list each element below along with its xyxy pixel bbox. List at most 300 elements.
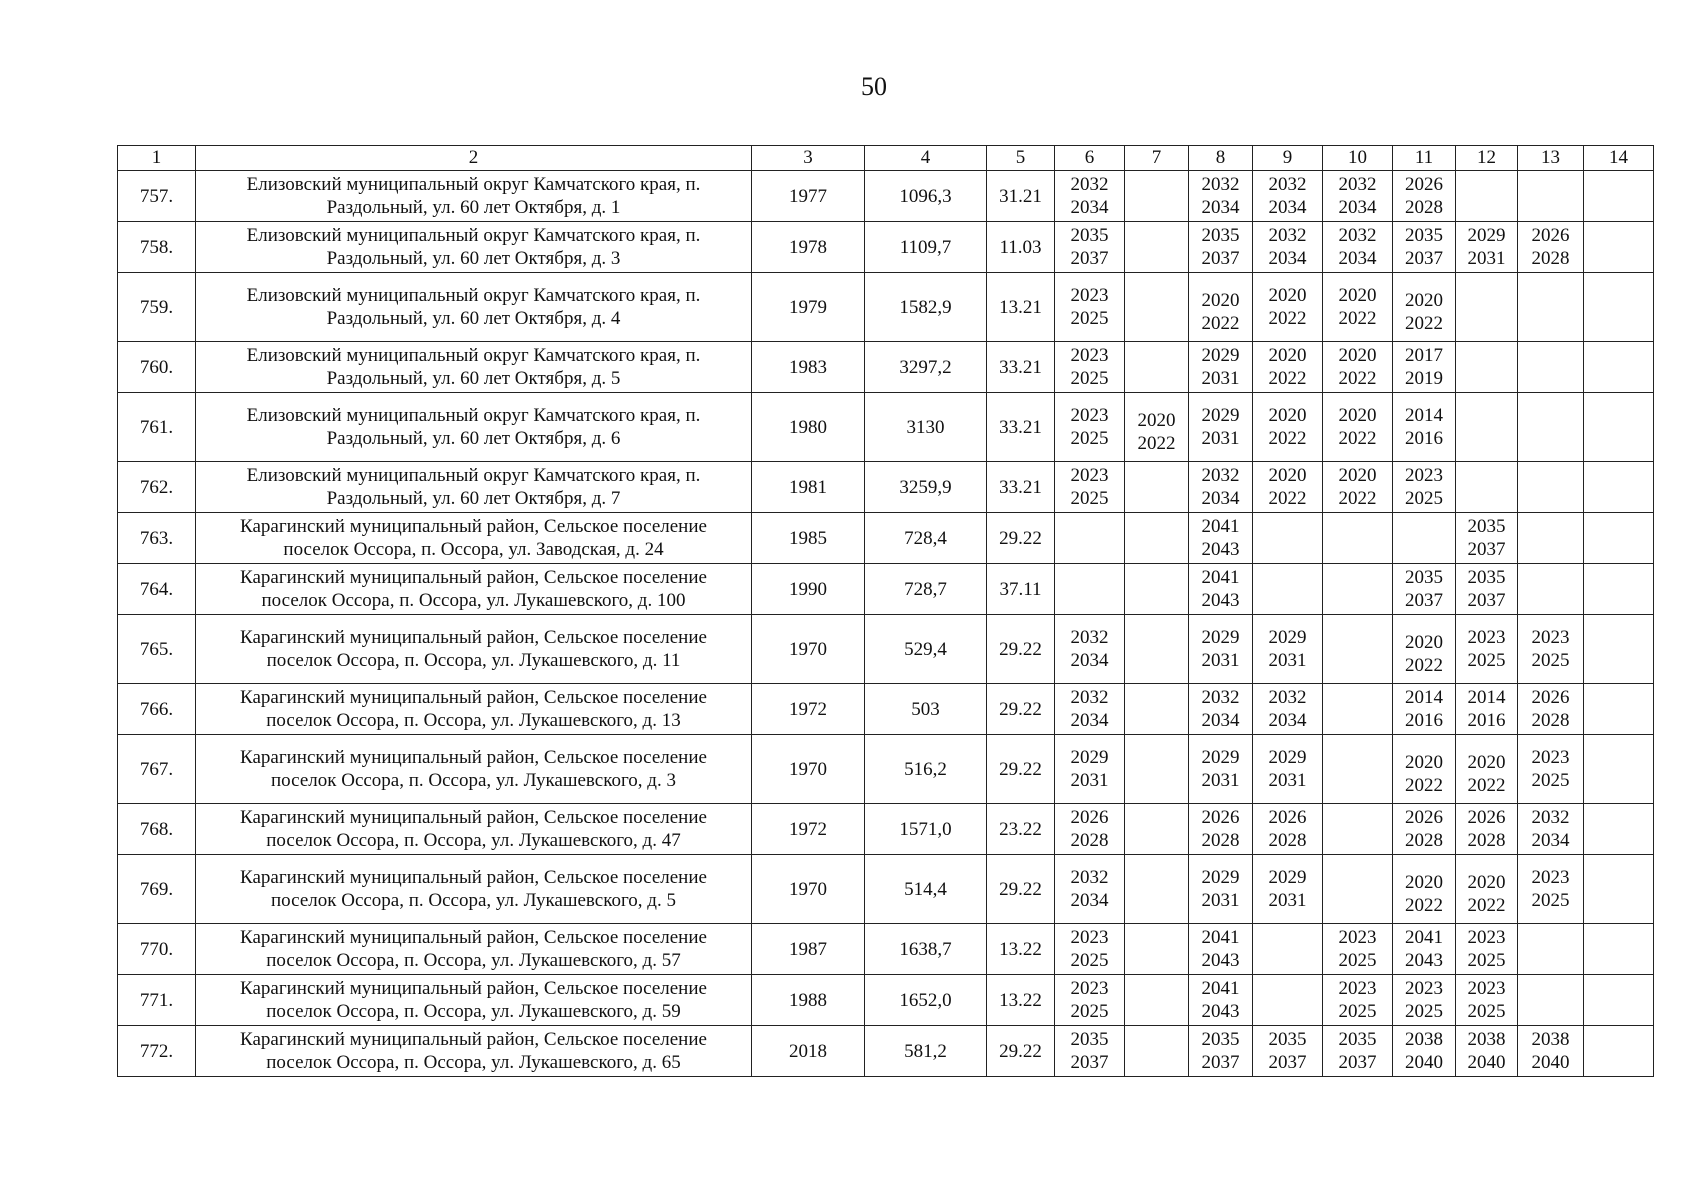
period-cell-col-11	[1393, 273, 1456, 342]
period-end: 2022	[1268, 488, 1307, 509]
period-end: 2025	[1405, 1001, 1443, 1022]
period-end: 2031	[1201, 368, 1240, 389]
period-start: 2026	[1268, 807, 1307, 828]
period-cell-col-14	[1584, 222, 1654, 273]
row-number: 763.	[118, 513, 196, 564]
period-cell-col-7	[1125, 513, 1189, 564]
period-start: 2035	[1467, 516, 1506, 537]
period-cell-col-12	[1456, 564, 1518, 615]
period-end: 2028	[1405, 830, 1443, 851]
period-cell-col-14	[1584, 975, 1654, 1026]
period-cell-col-6	[1055, 342, 1125, 393]
period-cell-col-13	[1518, 924, 1584, 975]
period-start: 2038	[1531, 1029, 1570, 1050]
period-end: 2028	[1531, 710, 1570, 731]
period-end: 2034	[1268, 248, 1307, 269]
period-end: 2040	[1467, 1052, 1506, 1073]
period-cell-col-11	[1393, 615, 1456, 684]
period-cell-col-10	[1323, 975, 1393, 1026]
period-cell-col-11	[1393, 975, 1456, 1026]
code-value: 29.22	[987, 735, 1055, 804]
column-header-9: 9	[1253, 146, 1323, 171]
table-row	[118, 462, 1654, 513]
period-cell-col-13	[1518, 804, 1584, 855]
period-cell-col-11	[1393, 924, 1456, 975]
period-cell-col-10	[1323, 855, 1393, 924]
area-value: 1652,0	[865, 975, 987, 1026]
code-value: 29.22	[987, 513, 1055, 564]
period-cell-col-9	[1253, 975, 1323, 1026]
period-end: 2031	[1268, 650, 1307, 671]
period-cell-col-12	[1456, 462, 1518, 513]
table-body	[118, 171, 1654, 1077]
code-value: 37.11	[987, 564, 1055, 615]
period-cell-col-10	[1323, 615, 1393, 684]
period-start: 2026	[1531, 687, 1570, 708]
build-year: 1979	[752, 273, 865, 342]
period-cell-col-12	[1456, 804, 1518, 855]
period-cell-col-14	[1584, 924, 1654, 975]
period-cell-col-6	[1055, 924, 1125, 975]
period-cell-col-6	[1055, 615, 1125, 684]
period-cell-col-10	[1323, 735, 1393, 804]
period-cell-col-14	[1584, 684, 1654, 735]
period-end: 2037	[1070, 1052, 1109, 1073]
address-line: Раздольный, ул. 60 лет Октября, д. 6	[326, 428, 621, 449]
period-start: 2041	[1405, 927, 1443, 948]
period-start: 2020	[1467, 872, 1506, 893]
address-cell	[196, 273, 752, 342]
table-row	[118, 735, 1654, 804]
period-cell-col-13	[1518, 684, 1584, 735]
area-value: 581,2	[865, 1026, 987, 1077]
period-start: 2032	[1201, 687, 1240, 708]
row-number: 765.	[118, 615, 196, 684]
area-value: 1096,3	[865, 171, 987, 222]
address-line: поселок Оссора, п. Оссора, ул. Лукашевского, д. 65	[266, 1052, 681, 1073]
period-end: 2034	[1338, 248, 1377, 269]
row-number: 764.	[118, 564, 196, 615]
address-line: поселок Оссора, п. Оссора, ул. Заводская, д. 24	[283, 539, 664, 560]
period-cell-col-12	[1456, 615, 1518, 684]
column-header-10: 10	[1323, 146, 1393, 171]
period-cell-col-11	[1393, 855, 1456, 924]
period-end: 2025	[1070, 488, 1109, 509]
address-cell	[196, 462, 752, 513]
column-header-7: 7	[1125, 146, 1189, 171]
period-start: 2035	[1405, 567, 1443, 588]
period-start: 2023	[1467, 978, 1506, 999]
code-value: 33.21	[987, 393, 1055, 462]
period-cell-col-11	[1393, 684, 1456, 735]
period-cell-col-11	[1393, 804, 1456, 855]
period-end: 2037	[1201, 1052, 1240, 1073]
period-cell-col-6	[1055, 1026, 1125, 1077]
build-year: 1985	[752, 513, 865, 564]
period-start: 2020	[1405, 752, 1443, 773]
period-end: 2031	[1201, 770, 1240, 791]
period-cell-col-13	[1518, 564, 1584, 615]
period-start: 2020	[1338, 285, 1377, 306]
period-end: 2022	[1405, 313, 1443, 334]
period-end: 2016	[1405, 710, 1443, 731]
period-start: 2023	[1467, 627, 1506, 648]
period-cell-col-8	[1189, 273, 1253, 342]
period-cell-col-11	[1393, 564, 1456, 615]
row-number: 767.	[118, 735, 196, 804]
period-start: 2032	[1268, 225, 1307, 246]
address-line: Раздольный, ул. 60 лет Октября, д. 4	[326, 308, 621, 329]
period-cell-col-8	[1189, 924, 1253, 975]
period-cell-col-10	[1323, 513, 1393, 564]
period-start: 2020	[1137, 410, 1176, 431]
address-cell	[196, 804, 752, 855]
period-cell-col-7	[1125, 684, 1189, 735]
period-end: 2037	[1467, 590, 1506, 611]
period-cell-col-13	[1518, 735, 1584, 804]
address-cell	[196, 975, 752, 1026]
period-end: 2022	[1467, 775, 1506, 796]
period-end: 2028	[1070, 830, 1109, 851]
build-year: 2018	[752, 1026, 865, 1077]
period-cell-col-11	[1393, 393, 1456, 462]
period-cell-col-6	[1055, 222, 1125, 273]
period-start: 2029	[1201, 345, 1240, 366]
period-start: 2020	[1405, 290, 1443, 311]
row-number: 758.	[118, 222, 196, 273]
address-line: Елизовский муниципальный округ Камчатского края, п.	[246, 285, 701, 306]
address-line: Карагинский муниципальный район, Сельское поселение	[240, 927, 707, 948]
period-cell-col-14	[1584, 342, 1654, 393]
period-start: 2026	[1405, 807, 1443, 828]
period-cell-col-9	[1253, 222, 1323, 273]
period-start: 2026	[1201, 807, 1240, 828]
period-cell-col-12	[1456, 684, 1518, 735]
code-value: 29.22	[987, 855, 1055, 924]
address-cell	[196, 615, 752, 684]
column-header-4: 4	[865, 146, 987, 171]
period-cell-col-12	[1456, 222, 1518, 273]
area-value: 3259,9	[865, 462, 987, 513]
row-number: 769.	[118, 855, 196, 924]
period-cell-col-10	[1323, 462, 1393, 513]
address-line: Елизовский муниципальный округ Камчатского края, п.	[246, 465, 701, 486]
period-cell-col-14	[1584, 513, 1654, 564]
address-line: Елизовский муниципальный округ Камчатского края, п.	[246, 174, 701, 195]
period-end: 2025	[1070, 1001, 1109, 1022]
period-cell-col-8	[1189, 564, 1253, 615]
code-value: 13.22	[987, 924, 1055, 975]
period-end: 2031	[1268, 770, 1307, 791]
period-cell-col-12	[1456, 735, 1518, 804]
address-cell	[196, 342, 752, 393]
period-start: 2029	[1467, 225, 1506, 246]
period-end: 2037	[1070, 248, 1109, 269]
period-start: 2014	[1467, 687, 1506, 708]
period-cell-col-8	[1189, 615, 1253, 684]
address-cell	[196, 171, 752, 222]
period-cell-col-14	[1584, 564, 1654, 615]
period-start: 2035	[1405, 225, 1443, 246]
period-start: 2032	[1338, 225, 1377, 246]
area-value: 503	[865, 684, 987, 735]
period-cell-col-7	[1125, 273, 1189, 342]
period-start: 2023	[1531, 627, 1570, 648]
address-line: поселок Оссора, п. Оссора, ул. Лукашевского, д. 59	[266, 1001, 681, 1022]
period-start: 2029	[1201, 405, 1240, 426]
code-value: 13.22	[987, 975, 1055, 1026]
build-year: 1987	[752, 924, 865, 975]
period-cell-col-14	[1584, 855, 1654, 924]
period-cell-col-6	[1055, 855, 1125, 924]
period-end: 2037	[1467, 539, 1506, 560]
period-cell-col-11	[1393, 513, 1456, 564]
period-end: 2022	[1405, 775, 1443, 796]
row-number: 768.	[118, 804, 196, 855]
period-start: 2032	[1070, 687, 1109, 708]
period-end: 2028	[1467, 830, 1506, 851]
period-cell-col-8	[1189, 735, 1253, 804]
build-year: 1970	[752, 855, 865, 924]
period-cell-col-12	[1456, 273, 1518, 342]
table-row	[118, 513, 1654, 564]
period-cell-col-10	[1323, 273, 1393, 342]
period-end: 2043	[1201, 1001, 1240, 1022]
table-row	[118, 393, 1654, 462]
period-start: 2020	[1405, 632, 1443, 653]
column-header-14: 14	[1584, 146, 1654, 171]
address-cell	[196, 564, 752, 615]
period-cell-col-8	[1189, 513, 1253, 564]
area-value: 728,4	[865, 513, 987, 564]
period-cell-col-13	[1518, 171, 1584, 222]
period-start: 2032	[1070, 174, 1109, 195]
column-header-3: 3	[752, 146, 865, 171]
table-row	[118, 171, 1654, 222]
period-end: 2025	[1467, 950, 1506, 971]
period-end: 2028	[1531, 248, 1570, 269]
period-end: 2043	[1201, 590, 1240, 611]
period-cell-col-8	[1189, 855, 1253, 924]
period-end: 2028	[1405, 197, 1443, 218]
period-end: 2043	[1405, 950, 1443, 971]
table-row	[118, 342, 1654, 393]
period-cell-col-7	[1125, 393, 1189, 462]
address-line: Раздольный, ул. 60 лет Октября, д. 1	[326, 197, 621, 218]
period-cell-col-9	[1253, 924, 1323, 975]
area-value: 1582,9	[865, 273, 987, 342]
period-start: 2038	[1405, 1029, 1443, 1050]
period-end: 2028	[1201, 830, 1240, 851]
build-year: 1990	[752, 564, 865, 615]
period-cell-col-12	[1456, 342, 1518, 393]
table-row	[118, 615, 1654, 684]
build-year: 1981	[752, 462, 865, 513]
period-end: 2031	[1201, 890, 1240, 911]
period-start: 2029	[1268, 747, 1307, 768]
period-cell-col-13	[1518, 273, 1584, 342]
period-cell-col-8	[1189, 342, 1253, 393]
period-start: 2035	[1070, 225, 1109, 246]
address-cell	[196, 222, 752, 273]
address-cell	[196, 924, 752, 975]
code-value: 33.21	[987, 342, 1055, 393]
period-cell-col-7	[1125, 462, 1189, 513]
table-row	[118, 1026, 1654, 1077]
period-cell-col-7	[1125, 342, 1189, 393]
code-value: 13.21	[987, 273, 1055, 342]
build-year: 1972	[752, 684, 865, 735]
area-value: 1109,7	[865, 222, 987, 273]
period-cell-col-9	[1253, 393, 1323, 462]
period-cell-col-11	[1393, 171, 1456, 222]
period-cell-col-9	[1253, 342, 1323, 393]
period-end: 2022	[1338, 368, 1377, 389]
period-cell-col-9	[1253, 804, 1323, 855]
period-start: 2020	[1467, 752, 1506, 773]
period-end: 2034	[1268, 197, 1307, 218]
period-start: 2032	[1201, 465, 1240, 486]
period-cell-col-9	[1253, 1026, 1323, 1077]
address-line: Елизовский муниципальный округ Камчатского края, п.	[246, 225, 701, 246]
address-line: Елизовский муниципальный округ Камчатского края, п.	[246, 405, 701, 426]
period-end: 2040	[1405, 1052, 1443, 1073]
period-end: 2037	[1201, 248, 1240, 269]
area-value: 1638,7	[865, 924, 987, 975]
period-end: 2025	[1070, 950, 1109, 971]
period-start: 2035	[1070, 1029, 1109, 1050]
period-end: 2025	[1531, 890, 1570, 911]
period-end: 2025	[1405, 488, 1443, 509]
period-cell-col-8	[1189, 975, 1253, 1026]
table-row	[118, 855, 1654, 924]
period-cell-col-14	[1584, 1026, 1654, 1077]
period-cell-col-9	[1253, 273, 1323, 342]
period-cell-col-7	[1125, 615, 1189, 684]
period-end: 2034	[1201, 197, 1240, 218]
column-header-11: 11	[1393, 146, 1456, 171]
period-start: 2029	[1201, 627, 1240, 648]
period-start: 2026	[1405, 174, 1443, 195]
period-cell-col-10	[1323, 684, 1393, 735]
code-value: 29.22	[987, 684, 1055, 735]
address-line: Карагинский муниципальный район, Сельское поселение	[240, 627, 707, 648]
column-header-1: 1	[118, 146, 196, 171]
table-row	[118, 975, 1654, 1026]
period-cell-col-14	[1584, 462, 1654, 513]
address-line: Раздольный, ул. 60 лет Октября, д. 7	[326, 488, 621, 509]
column-header-6: 6	[1055, 146, 1125, 171]
period-end: 2016	[1405, 428, 1443, 449]
period-cell-col-11	[1393, 462, 1456, 513]
period-start: 2032	[1070, 867, 1109, 888]
period-start: 2035	[1201, 225, 1240, 246]
code-value: 33.21	[987, 462, 1055, 513]
period-start: 2041	[1201, 927, 1240, 948]
address-line: Карагинский муниципальный район, Сельское поселение	[240, 567, 707, 588]
period-end: 2022	[1201, 313, 1240, 334]
period-start: 2035	[1338, 1029, 1377, 1050]
period-end: 2025	[1070, 428, 1109, 449]
column-header-12: 12	[1456, 146, 1518, 171]
period-cell-col-8	[1189, 393, 1253, 462]
period-end: 2022	[1405, 895, 1443, 916]
period-cell-col-13	[1518, 975, 1584, 1026]
period-cell-col-6	[1055, 804, 1125, 855]
period-start: 2023	[1070, 345, 1109, 366]
period-end: 2025	[1338, 1001, 1377, 1022]
area-value: 3130	[865, 393, 987, 462]
address-cell	[196, 513, 752, 564]
build-year: 1988	[752, 975, 865, 1026]
period-end: 2022	[1405, 655, 1443, 676]
period-cell-col-6	[1055, 735, 1125, 804]
period-cell-col-14	[1584, 393, 1654, 462]
period-end: 2031	[1201, 428, 1240, 449]
period-end: 2022	[1137, 433, 1176, 454]
address-line: поселок Оссора, п. Оссора, ул. Лукашевского, д. 11	[266, 650, 681, 671]
period-cell-col-9	[1253, 855, 1323, 924]
period-end: 2031	[1070, 770, 1109, 791]
period-start: 2020	[1268, 465, 1307, 486]
period-start: 2020	[1338, 345, 1377, 366]
build-year: 1980	[752, 393, 865, 462]
period-start: 2023	[1338, 978, 1377, 999]
build-year: 1983	[752, 342, 865, 393]
period-cell-col-9	[1253, 735, 1323, 804]
period-cell-col-7	[1125, 1026, 1189, 1077]
period-cell-col-13	[1518, 615, 1584, 684]
period-cell-col-11	[1393, 735, 1456, 804]
period-end: 2034	[1070, 197, 1109, 218]
period-start: 2029	[1070, 747, 1109, 768]
area-value: 514,4	[865, 855, 987, 924]
period-cell-col-10	[1323, 564, 1393, 615]
period-cell-col-8	[1189, 222, 1253, 273]
period-end: 2031	[1201, 650, 1240, 671]
area-value: 728,7	[865, 564, 987, 615]
period-end: 2031	[1467, 248, 1506, 269]
area-value: 516,2	[865, 735, 987, 804]
period-cell-col-6	[1055, 975, 1125, 1026]
period-start: 2041	[1201, 516, 1240, 537]
page-number: 50	[861, 72, 887, 101]
period-cell-col-6	[1055, 462, 1125, 513]
period-start: 2023	[1338, 927, 1377, 948]
period-end: 2019	[1405, 368, 1443, 389]
period-start: 2029	[1201, 867, 1240, 888]
period-end: 2025	[1467, 650, 1506, 671]
address-line: Елизовский муниципальный округ Камчатского края, п.	[246, 345, 701, 366]
period-cell-col-12	[1456, 975, 1518, 1026]
period-end: 2025	[1531, 770, 1570, 791]
period-start: 2023	[1531, 867, 1570, 888]
period-cell-col-9	[1253, 564, 1323, 615]
period-cell-col-7	[1125, 855, 1189, 924]
period-start: 2020	[1405, 872, 1443, 893]
period-cell-col-8	[1189, 804, 1253, 855]
period-end: 2025	[1338, 950, 1377, 971]
period-cell-col-13	[1518, 222, 1584, 273]
row-number: 757.	[118, 171, 196, 222]
address-cell	[196, 1026, 752, 1077]
period-cell-col-8	[1189, 171, 1253, 222]
period-cell-col-7	[1125, 564, 1189, 615]
period-start: 2032	[1338, 174, 1377, 195]
period-start: 2020	[1268, 345, 1307, 366]
period-start: 2029	[1268, 627, 1307, 648]
build-year: 1970	[752, 615, 865, 684]
